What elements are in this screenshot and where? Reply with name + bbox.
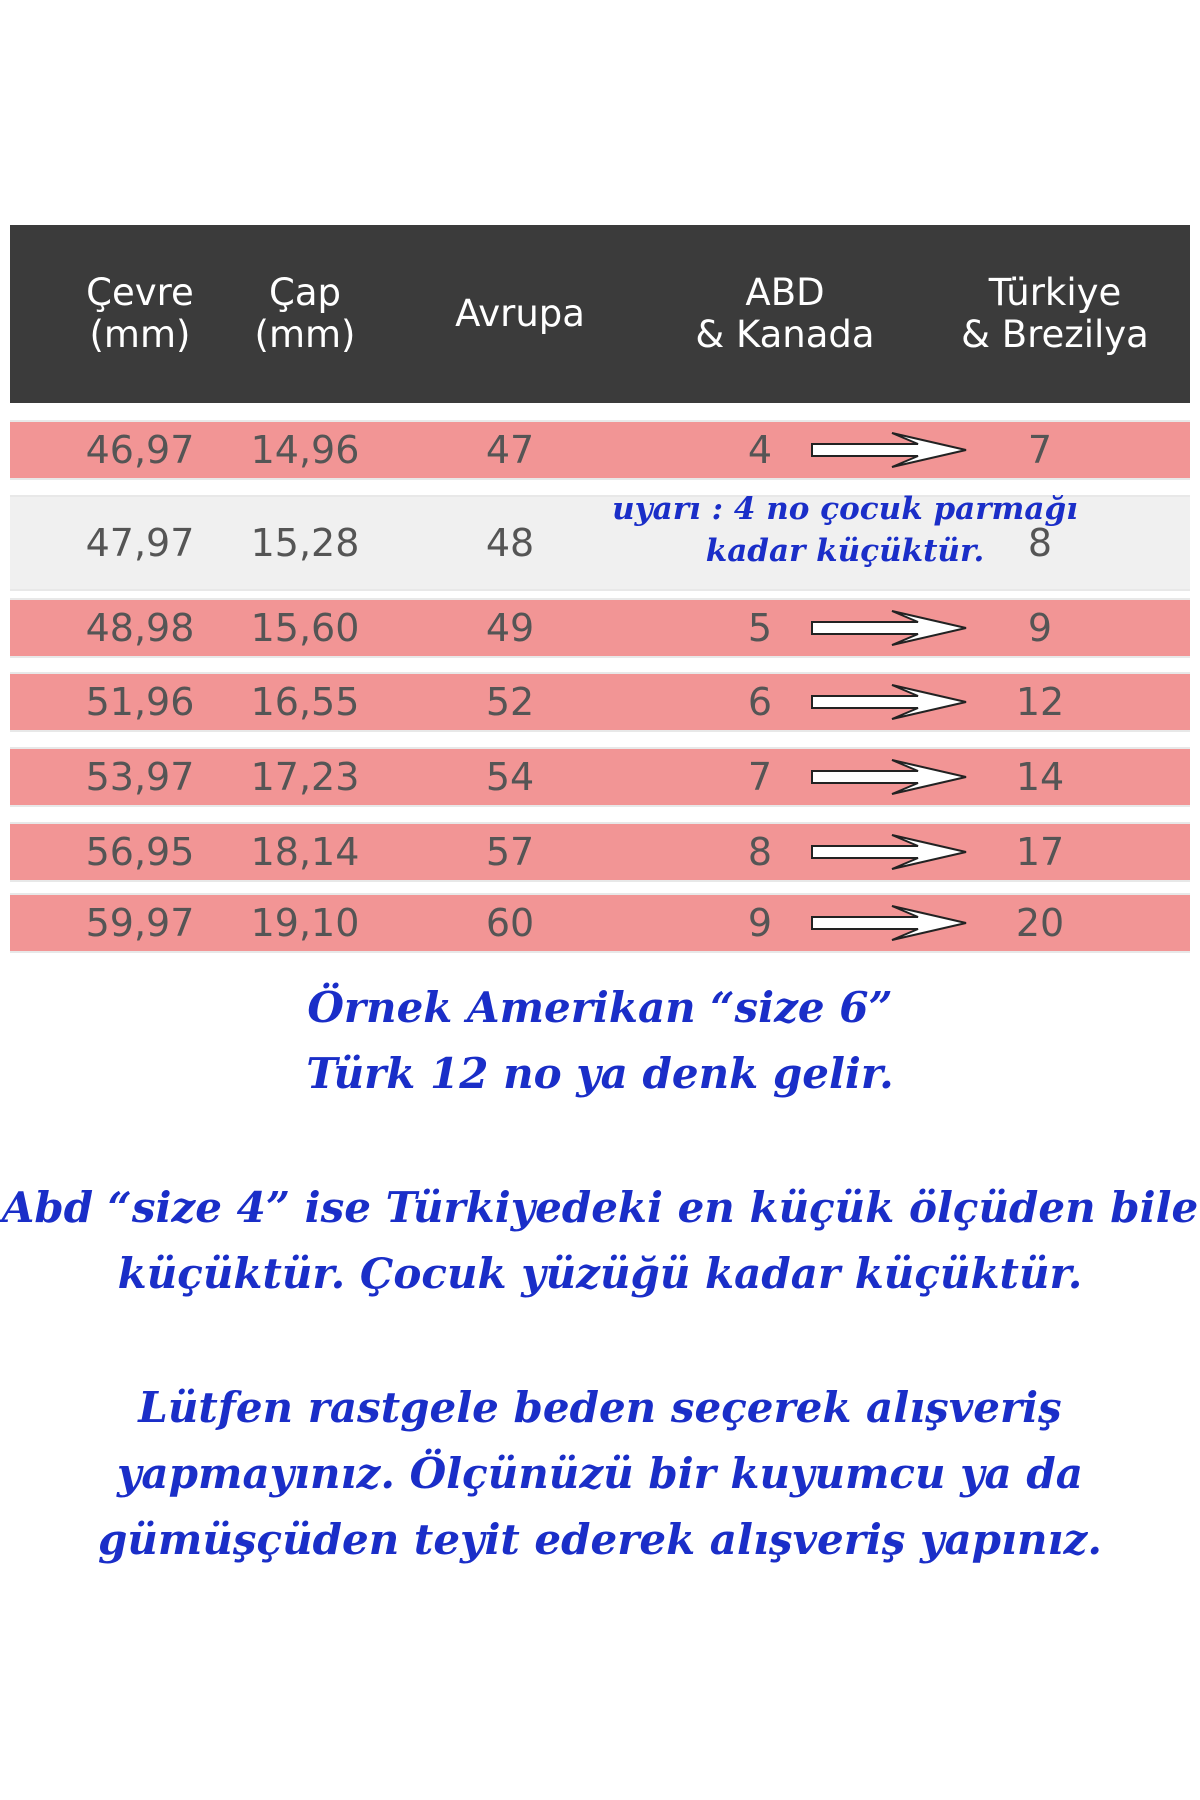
cell-avrupa: 60 — [485, 901, 535, 945]
cell-turkiye: 12 — [1015, 680, 1065, 724]
table-row — [10, 822, 1190, 882]
cell-turkiye: 9 — [1027, 606, 1053, 650]
cell-cap: 16,55 — [250, 680, 360, 724]
cell-abd: 5 — [747, 606, 773, 650]
size4-note: Abd “size 4” ise Türkiyedeki en küçük ölçüden bile küçüktür. Çocuk yüzüğü kadar küçüktür. — [1, 1183, 1199, 1298]
advice-note: Lütfen rastgele beden seçerek alışveriş yapmayınız. Ölçünüzü bir kuyumcu ya da gümüşçüden teyit ederek alışveriş yapınız. — [98, 1383, 1102, 1564]
header-avrupa: Avrupa — [455, 292, 585, 335]
cell-avrupa: 49 — [485, 606, 535, 650]
cell-abd: 9 — [747, 901, 773, 945]
table-row — [10, 893, 1190, 953]
cell-cevre: 48,98 — [85, 606, 195, 650]
cell-turkiye: 8 — [1027, 521, 1053, 565]
header-cap: Çap (mm) — [254, 271, 356, 356]
header-cevre: Çevre (mm) — [86, 271, 194, 356]
table-header — [10, 225, 1190, 403]
cell-cap: 15,60 — [250, 606, 360, 650]
cell-turkiye: 20 — [1015, 901, 1065, 945]
cell-abd: 6 — [747, 680, 773, 724]
table-row — [10, 672, 1190, 732]
cell-cap: 18,14 — [250, 830, 360, 874]
cell-cevre: 56,95 — [85, 830, 195, 874]
cell-turkiye: 14 — [1015, 755, 1065, 799]
warning-note: uyarı : 4 no çocuk parmağı kadar küçüktür. — [612, 491, 1078, 569]
cell-turkiye: 17 — [1015, 830, 1065, 874]
header-abd-kanada: ABD & Kanada — [695, 271, 875, 356]
right-arrow-icon — [810, 903, 970, 943]
cell-cap: 19,10 — [250, 901, 360, 945]
cell-cap: 15,28 — [250, 521, 360, 565]
cell-cevre: 53,97 — [85, 755, 195, 799]
cell-avrupa: 57 — [485, 830, 535, 874]
right-arrow-icon — [810, 832, 970, 872]
cell-turkiye: 7 — [1027, 428, 1053, 472]
example-note: Örnek Amerikan “size 6” Türk 12 no ya denk gelir. — [306, 983, 894, 1098]
right-arrow-icon — [810, 430, 970, 470]
cell-avrupa: 54 — [485, 755, 535, 799]
table-row — [10, 598, 1190, 658]
cell-avrupa: 48 — [485, 521, 535, 565]
table-row — [10, 420, 1190, 480]
right-arrow-icon — [810, 682, 970, 722]
cell-abd: 8 — [747, 830, 773, 874]
cell-cevre: 59,97 — [85, 901, 195, 945]
cell-abd: 4 — [747, 428, 773, 472]
table-row — [10, 747, 1190, 807]
right-arrow-icon — [810, 757, 970, 797]
cell-cap: 14,96 — [250, 428, 360, 472]
cell-avrupa: 47 — [485, 428, 535, 472]
header-turkiye-brezilya: Türkiye & Brezilya — [961, 271, 1149, 356]
cell-abd: 7 — [747, 755, 773, 799]
cell-cap: 17,23 — [250, 755, 360, 799]
cell-avrupa: 52 — [485, 680, 535, 724]
right-arrow-icon — [810, 608, 970, 648]
cell-cevre: 47,97 — [85, 521, 195, 565]
cell-cevre: 51,96 — [85, 680, 195, 724]
cell-cevre: 46,97 — [85, 428, 195, 472]
